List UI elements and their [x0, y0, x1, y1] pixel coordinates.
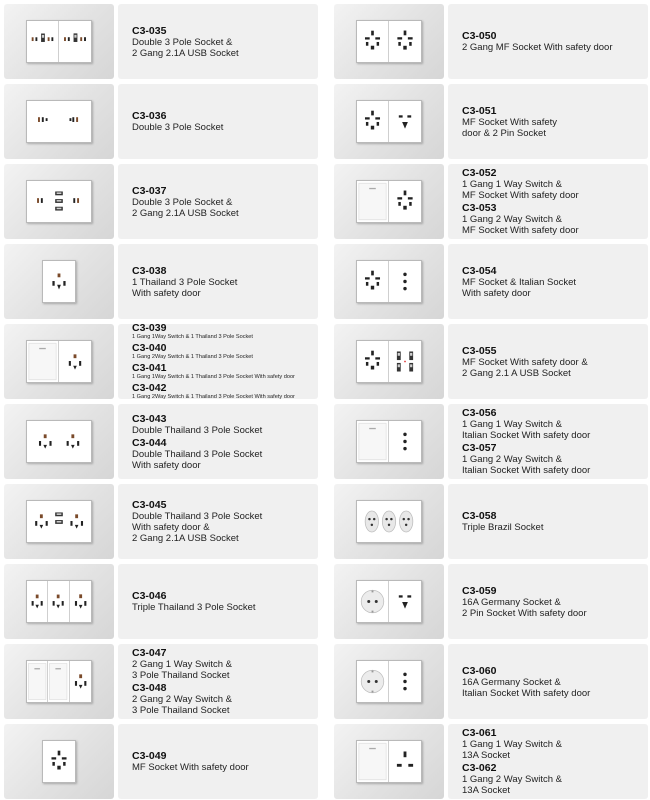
product-info	[118, 324, 318, 399]
switch-and-thailand-socket-icon	[26, 660, 92, 703]
product-item	[334, 164, 648, 239]
product-item	[4, 724, 318, 799]
mf-socket-module-icon	[357, 21, 389, 62]
product-item	[334, 84, 648, 159]
product-info	[448, 564, 648, 639]
product-description: 1 Gang 2Way Switch & 1 Thailand 3 Pole Socket	[132, 354, 253, 360]
product-item	[4, 404, 318, 479]
product-info	[118, 724, 318, 799]
product-thumbnail	[334, 4, 444, 79]
product-item	[334, 564, 648, 639]
product-code: C3-056	[462, 407, 497, 419]
product-code: C3-053	[462, 202, 497, 214]
product-description: 1 Gang 1 Way Switch & MF Socket With safety door	[462, 179, 579, 201]
product-thumbnail	[4, 564, 114, 639]
product-description: 1 Gang 2 Way Switch & Italian Socket With safety door	[462, 454, 591, 476]
product-description: MF Socket & Italian Socket With safety door	[462, 276, 577, 299]
triple-thailand-socket-icon	[26, 580, 92, 623]
product-thumbnail	[334, 564, 444, 639]
rocker-switch-icon	[357, 741, 389, 782]
product-description: 2 Gang 1 Way Switch & 3 Pole Thailand Socket	[132, 659, 232, 681]
thailand-socket-module-icon	[59, 341, 91, 382]
product-code: C3-052	[462, 167, 497, 179]
product-item	[334, 404, 648, 479]
product-item	[4, 484, 318, 559]
left-product-column	[4, 4, 318, 800]
product-thumbnail	[4, 84, 114, 159]
product-code: C3-044	[132, 436, 167, 449]
product-code: C3-057	[462, 442, 497, 454]
switch-and-thailand-socket-icon	[26, 340, 92, 383]
thailand-socket-module-icon	[70, 581, 91, 622]
product-info	[118, 84, 318, 159]
mf-socket-module-icon	[357, 101, 389, 142]
double-3-pole-socket-with-usb-icon	[26, 20, 92, 63]
product-code: C3-058	[462, 510, 497, 522]
product-description: Double Thailand 3 Pole Socket With safety door & 2 Gang 2.1A USB Socket	[132, 511, 263, 544]
product-code: C3-054	[462, 264, 497, 277]
product-description: 16A Germany Socket & 2 Pin Socket With safety door	[462, 596, 587, 619]
switch-and-mf-socket-icon	[356, 180, 422, 223]
product-info	[448, 164, 648, 239]
product-thumbnail	[4, 324, 114, 399]
italian-socket-module-icon	[389, 421, 421, 462]
product-description: 1 Gang 2 Way Switch & 13A Socket	[462, 774, 562, 796]
product-description: Double 3 Pole Socket & 2 Gang 2.1A USB Socket	[132, 36, 239, 59]
product-thumbnail	[334, 324, 444, 399]
product-code: C3-036	[132, 110, 167, 122]
product-code: C3-055	[462, 344, 497, 357]
product-thumbnail	[334, 164, 444, 239]
rocker-switch-icon	[357, 181, 389, 222]
product-code: C3-038	[132, 264, 167, 277]
product-info	[118, 564, 318, 639]
product-thumbnail	[4, 724, 114, 799]
product-code: C3-043	[132, 412, 167, 425]
rocker-switch-icon	[357, 421, 389, 462]
product-code: C3-051	[462, 104, 497, 117]
product-code: C3-041	[132, 362, 167, 374]
product-code: C3-037	[132, 184, 167, 197]
mf-and-2-pin-socket-icon	[356, 100, 422, 143]
product-info	[118, 404, 318, 479]
product-description: Triple Brazil Socket	[462, 522, 544, 533]
double-3-pole-socket-usb-center-icon	[26, 180, 92, 223]
rocker-switch-icon	[27, 341, 59, 382]
mf-socket-icon	[42, 740, 76, 783]
3-pole-usb-module-icon	[27, 21, 59, 62]
thailand-socket-module-icon	[27, 581, 48, 622]
right-product-column	[334, 4, 648, 800]
product-item	[4, 4, 318, 79]
mf-socket-module-icon	[389, 181, 421, 222]
product-thumbnail	[4, 164, 114, 239]
product-item	[334, 4, 648, 79]
product-info	[118, 164, 318, 239]
thailand-3-pole-socket-icon	[42, 260, 76, 303]
product-thumbnail	[334, 84, 444, 159]
product-item	[4, 644, 318, 719]
switch-and-13a-socket-icon	[356, 740, 422, 783]
product-item	[4, 164, 318, 239]
2-pin-socket-module-icon	[389, 581, 421, 622]
italian-socket-module-icon	[389, 261, 421, 302]
product-item	[334, 324, 648, 399]
switch-and-italian-socket-icon	[356, 420, 422, 463]
rocker-switch-icon	[48, 661, 69, 702]
product-item	[334, 724, 648, 799]
product-description: 2 Gang 2 Way Switch & 3 Pole Thailand Socket	[132, 694, 232, 716]
thailand-socket-module-icon	[48, 581, 69, 622]
product-info	[118, 644, 318, 719]
product-thumbnail	[334, 404, 444, 479]
mf-and-italian-socket-icon	[356, 260, 422, 303]
product-info	[118, 4, 318, 79]
double-thailand-socket-icon	[26, 420, 92, 463]
product-description: MF Socket With safety door	[132, 762, 249, 773]
product-item	[334, 644, 648, 719]
product-info	[448, 644, 648, 719]
product-item	[4, 564, 318, 639]
product-description: Triple Thailand 3 Pole Socket	[132, 602, 256, 613]
double-thailand-socket-with-usb-icon	[26, 500, 92, 543]
product-code: C3-061	[462, 727, 497, 739]
product-info	[448, 84, 648, 159]
product-description: MF Socket With safety door & 2 Pin Socket	[462, 116, 558, 139]
product-thumbnail	[334, 484, 444, 559]
product-code: C3-039	[132, 322, 167, 334]
product-description: 16A Germany Socket & Italian Socket With safety door	[462, 676, 591, 699]
product-thumbnail	[4, 484, 114, 559]
product-thumbnail	[334, 244, 444, 319]
product-description: Double 3 Pole Socket	[132, 122, 224, 133]
product-thumbnail	[4, 4, 114, 79]
product-code: C3-048	[132, 682, 167, 694]
germany-schuko-module-icon	[357, 581, 389, 622]
3-pole-usb-module-icon	[59, 21, 91, 62]
product-description: 1 Gang 1 Way Switch & 13A Socket	[462, 739, 562, 761]
product-code: C3-035	[132, 24, 167, 37]
product-description: MF Socket With safety door & 2 Gang 2.1 A USB Socket	[462, 356, 588, 379]
product-code: C3-047	[132, 647, 167, 659]
product-code: C3-059	[462, 584, 497, 597]
product-thumbnail	[334, 724, 444, 799]
thailand-socket-module-icon	[70, 661, 91, 702]
product-code: C3-060	[462, 664, 497, 677]
product-item	[4, 244, 318, 319]
product-description: 2 Gang MF Socket With safety door	[462, 42, 613, 53]
product-description: 1 Gang 1Way Switch & 1 Thailand 3 Pole Socket	[132, 334, 253, 340]
product-description: Double Thailand 3 Pole Socket	[132, 424, 263, 436]
product-thumbnail	[4, 404, 114, 479]
product-description: 1 Gang 1 Way Switch & Italian Socket With safety door	[462, 419, 591, 441]
usb-module-icon	[389, 341, 421, 382]
product-description: 1 Gang 1Way Switch & 1 Thailand 3 Pole Socket With safety door	[132, 374, 295, 380]
product-info	[448, 724, 648, 799]
mf-socket-module-icon	[357, 341, 389, 382]
product-thumbnail	[4, 644, 114, 719]
product-code: C3-040	[132, 342, 167, 354]
product-code: C3-049	[132, 750, 167, 762]
13a-socket-module-icon	[389, 741, 421, 782]
product-description: 1 Gang 2 Way Switch & MF Socket With safety door	[462, 214, 579, 236]
2-pin-socket-module-icon	[389, 101, 421, 142]
product-thumbnail	[334, 644, 444, 719]
product-info	[448, 404, 648, 479]
product-info	[448, 244, 648, 319]
mf-socket-module-icon	[357, 261, 389, 302]
triple-brazil-socket-icon	[356, 500, 422, 543]
product-info	[448, 484, 648, 559]
product-item	[4, 324, 318, 399]
product-info	[448, 4, 648, 79]
product-info	[448, 324, 648, 399]
product-info	[118, 484, 318, 559]
product-thumbnail	[4, 244, 114, 319]
product-item	[4, 84, 318, 159]
product-description: Double Thailand 3 Pole Socket With safety door	[132, 448, 263, 471]
product-description: Double 3 Pole Socket & 2 Gang 2.1A USB Socket	[132, 196, 239, 219]
product-code: C3-046	[132, 590, 167, 602]
mf-socket-module-icon	[389, 21, 421, 62]
product-item	[334, 484, 648, 559]
product-code: C3-042	[132, 382, 167, 394]
product-info	[118, 244, 318, 319]
2-gang-mf-socket-icon	[356, 20, 422, 63]
product-code: C3-050	[462, 30, 497, 42]
italian-socket-module-icon	[389, 661, 421, 702]
mf-socket-with-usb-icon	[356, 340, 422, 383]
product-description: 1 Gang 2Way Switch & 1 Thailand 3 Pole Socket With safety door	[132, 394, 295, 400]
double-3-pole-socket-icon	[26, 100, 92, 143]
product-code: C3-062	[462, 762, 497, 774]
product-description: 1 Thailand 3 Pole Socket With safety door	[132, 276, 238, 299]
germany-and-2-pin-socket-icon	[356, 580, 422, 623]
product-code: C3-045	[132, 499, 167, 511]
germany-schuko-module-icon	[357, 661, 389, 702]
rocker-switch-icon	[27, 661, 48, 702]
germany-and-italian-socket-icon	[356, 660, 422, 703]
product-item	[334, 244, 648, 319]
